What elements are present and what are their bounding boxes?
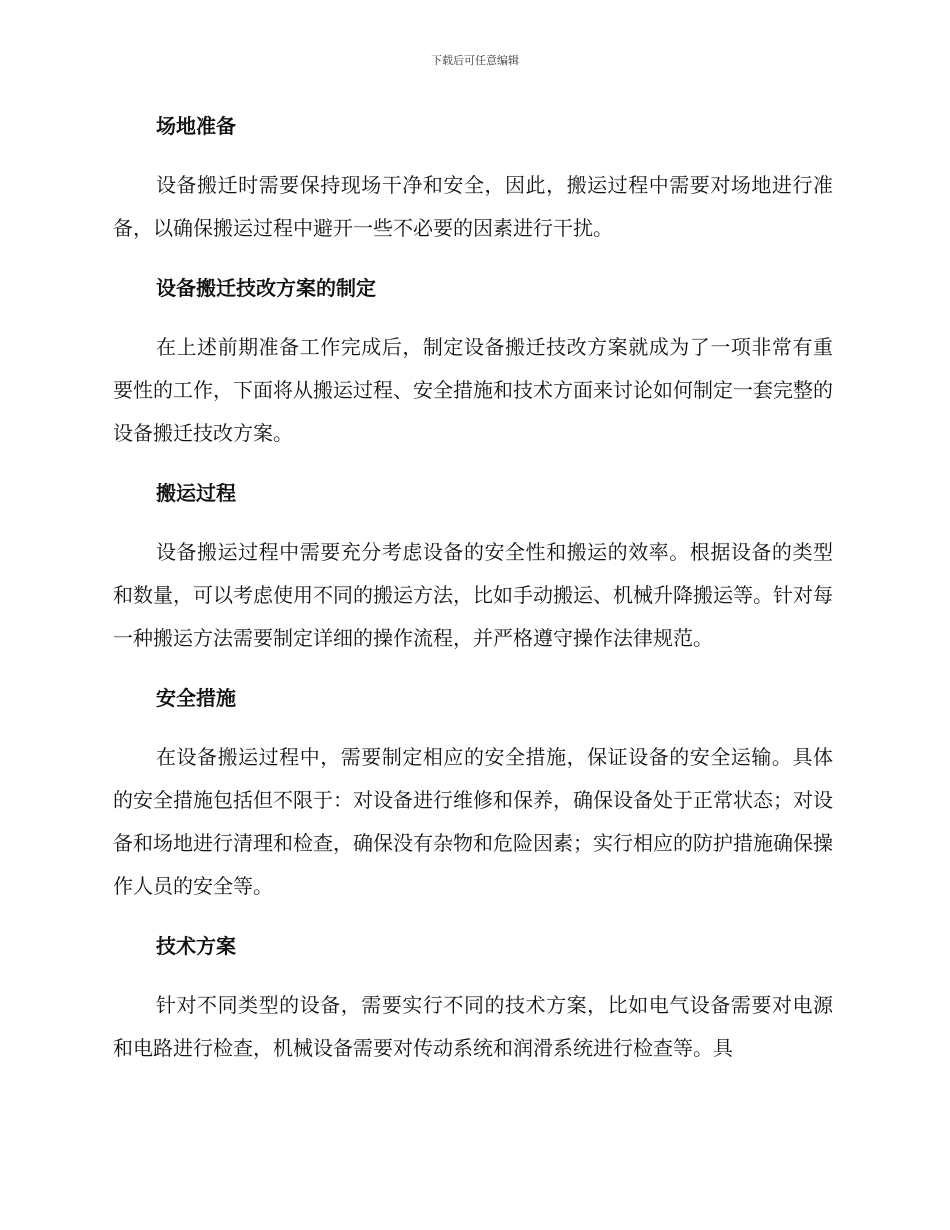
section-paragraph-transport-process: 设备搬运过程中需要充分考虑设备的安全性和搬运的效率。根据设备的类型和数量，可以考虑使用不同的搬运方法，比如手动搬运、机械升降搬运等。针对每一种搬运方法需要制定详细的操作流程，并严格遵守操作法律规范。 xyxy=(113,540,833,650)
document-body xyxy=(113,108,833,1070)
section-heading-transport-process: 搬运过程 xyxy=(156,481,236,505)
section-paragraph-technical-plan: 针对不同类型的设备，需要实行不同的技术方案，比如电气设备需要对电源和电路进行检查，机械设备需要对传动系统和润滑系统进行检查等。具 xyxy=(113,993,833,1060)
section-paragraph-safety-measures: 在设备搬运过程中，需要制定相应的安全措施，保证设备的安全运输。具体的安全措施包括但不限于：对设备进行维修和保养，确保设备处于正常状态；对设备和场地进行清理和检查，确保没有杂物和危险因素；实行相应的防护措施确保操作人员的安全等。 xyxy=(113,745,833,898)
section-paragraph-relocation-plan: 在上述前期准备工作完成后，制定设备搬迁技改方案就成为了一项非常有重要性的工作，下面将从搬运过程、安全措施和技术方面来讨论如何制定一套完整的设备搬迁技改方案。 xyxy=(113,335,833,445)
section-heading-technical-plan: 技术方案 xyxy=(156,934,236,958)
section-heading-site-preparation: 场地准备 xyxy=(156,114,236,138)
section-heading-safety-measures: 安全措施 xyxy=(156,686,236,710)
section-heading-relocation-plan: 设备搬迁技改方案的制定 xyxy=(156,276,376,300)
section-paragraph-site-preparation: 设备搬迁时需要保持现场干净和安全，因此，搬运过程中需要对场地进行准备，以确保搬运过程中避开一些不必要的因素进行干扰。 xyxy=(113,173,833,240)
page-header-note: 下载后可任意编辑 xyxy=(431,54,519,67)
